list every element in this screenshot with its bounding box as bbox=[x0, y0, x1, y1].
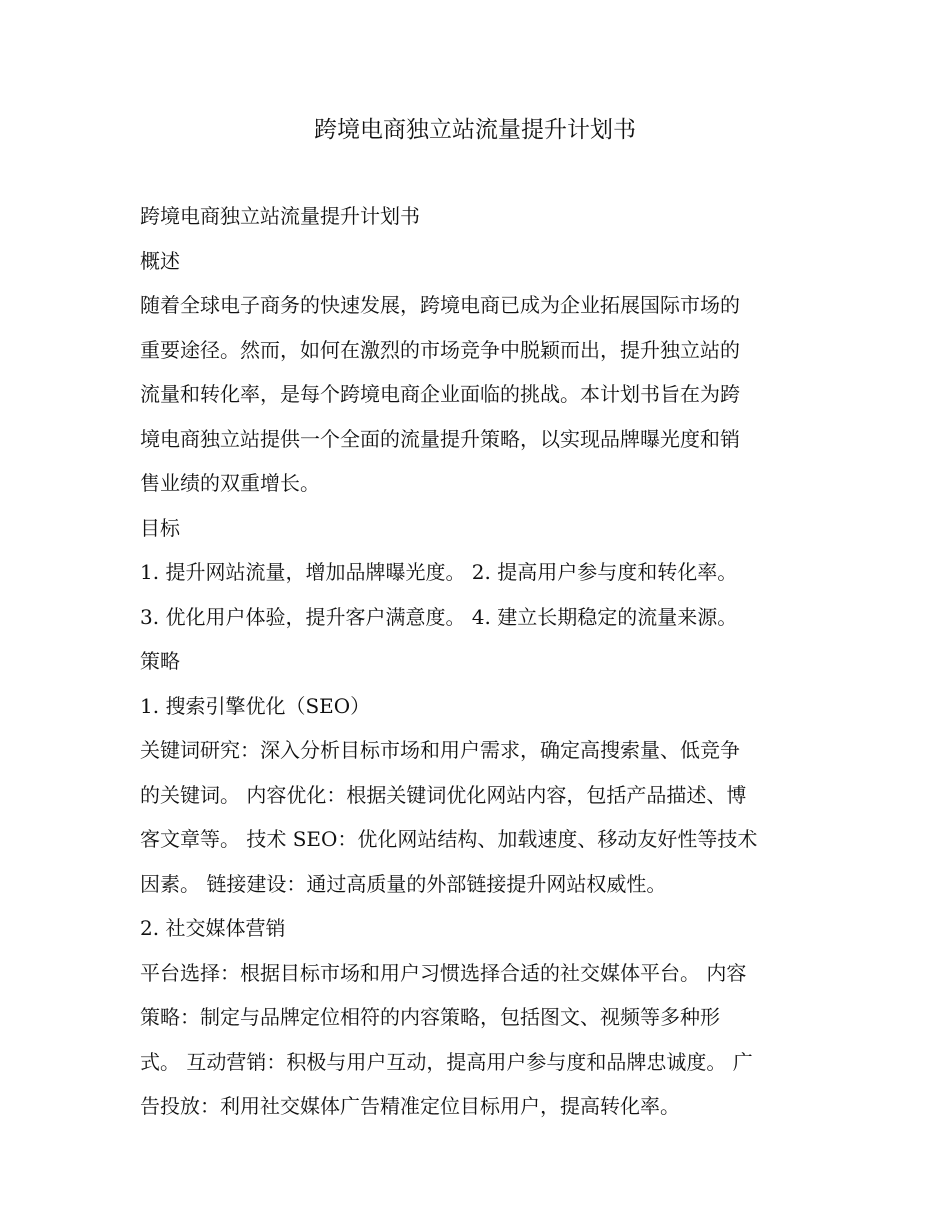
seo-paragraph bbox=[140, 728, 820, 906]
paragraph-line: 告投放：利用社交媒体广告精准定位目标用户，提高转化率。 bbox=[140, 1094, 680, 1118]
document-title: 跨境电商独立站流量提升计划书 bbox=[314, 117, 636, 143]
paragraph-line: 式。 互动营销：积极与用户互动，提高用户参与度和品牌忠诚度。 广 bbox=[140, 1049, 753, 1074]
social-media-paragraph bbox=[140, 951, 820, 1129]
paragraph-line: 售业绩的双重增长。 bbox=[140, 471, 320, 495]
paragraph-line: 境电商独立站提供一个全面的流量提升策略，以实现品牌曝光度和销 bbox=[140, 426, 740, 451]
subheading-seo: 1. 搜索引擎优化（SEO） bbox=[140, 693, 371, 718]
paragraph-line: 重要途径。然而，如何在激烈的市场竞争中脱颖而出，提升独立站的 bbox=[140, 337, 740, 362]
goals-line: 1. 提升网站流量，增加品牌曝光度。 2. 提高用户参与度和转化率。 bbox=[140, 560, 738, 584]
paragraph-line: 随着全球电子商务的快速发展，跨境电商已成为企业拓展国际市场的 bbox=[140, 293, 740, 317]
goals-line: 3. 优化用户体验，提升客户满意度。 4. 建立长期稳定的流量来源。 bbox=[140, 604, 738, 629]
goals-list bbox=[140, 550, 820, 639]
paragraph-line: 客文章等。 技术 SEO：优化网站结构、加载速度、移动友好性等技术 bbox=[140, 827, 758, 851]
paragraph-line: 的关键词。 内容优化：根据关键词优化网站内容，包括产品描述、博 bbox=[140, 782, 747, 807]
paragraph-line: 关键词研究：深入分析目标市场和用户需求，确定高搜索量、低竞争 bbox=[140, 738, 740, 762]
paragraph-line: 策略：制定与品牌定位相符的内容策略，包括图文、视频等多种形 bbox=[140, 1005, 720, 1029]
document-body bbox=[140, 194, 820, 1129]
paragraph-line: 流量和转化率，是每个跨境电商企业面临的挑战。本计划书旨在为跨 bbox=[140, 382, 740, 406]
section-heading-goals: 目标 bbox=[140, 515, 180, 540]
section-heading-strategy: 策略 bbox=[140, 649, 180, 673]
section-heading-overview: 概述 bbox=[140, 248, 180, 273]
document-subtitle: 跨境电商独立站流量提升计划书 bbox=[140, 204, 420, 228]
paragraph-line: 平台选择：根据目标市场和用户习惯选择合适的社交媒体平台。 内容 bbox=[140, 960, 747, 985]
overview-paragraph bbox=[140, 283, 820, 506]
subheading-social-media: 2. 社交媒体营销 bbox=[140, 916, 286, 940]
paragraph-line: 因素。 链接建设：通过高质量的外部链接提升网站权威性。 bbox=[140, 871, 667, 896]
